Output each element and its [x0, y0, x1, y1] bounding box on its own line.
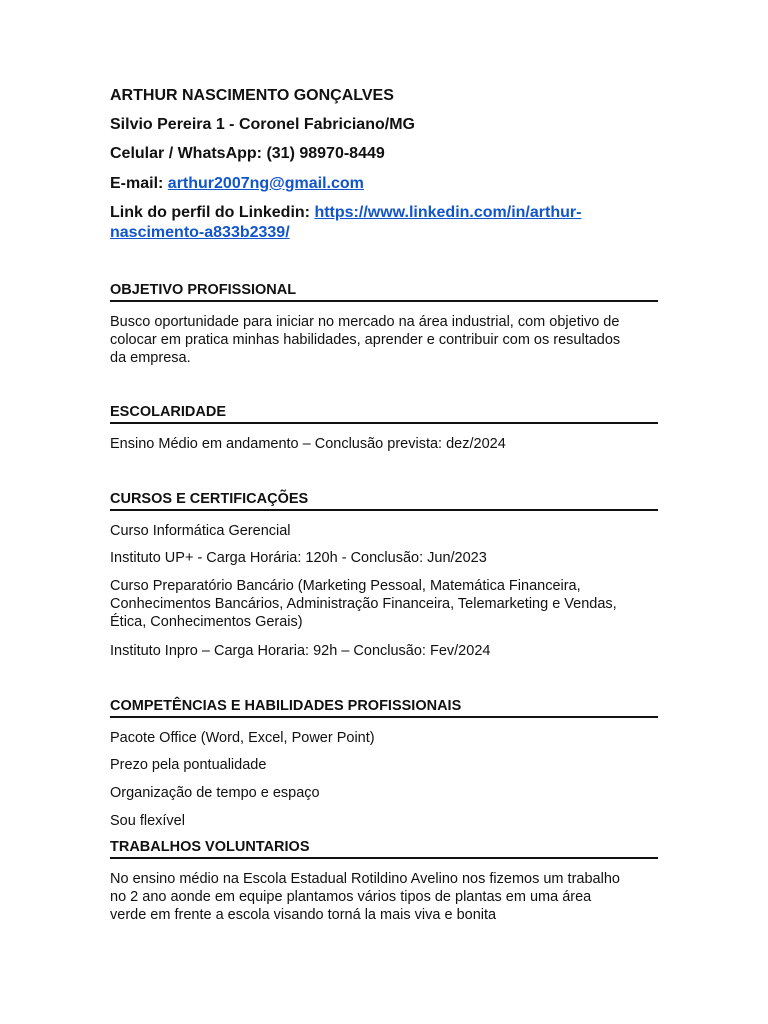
competencia-item: Prezo pela pontualidade — [110, 757, 267, 773]
voluntarios-line: verde em frente a escola visando torná la mais viva e bonita — [110, 907, 497, 923]
escolaridade-item: Ensino Médio em andamento – Conclusão prevista: dez/2024 — [110, 436, 506, 452]
linkedin-link-line2 — [110, 223, 290, 242]
section-title-competencias: COMPETÊNCIAS E HABILIDADES PROFISSIONAIS — [110, 698, 658, 718]
section-title-voluntarios: TRABALHOS VOLUNTARIOS — [110, 839, 658, 859]
voluntarios-text — [110, 870, 658, 924]
email-line — [110, 174, 364, 193]
objetivo-line: da empresa. — [110, 350, 191, 366]
address: Silvio Pereira 1 - Coronel Fabriciano/MG — [110, 116, 415, 133]
email-label: E-mail: — [110, 175, 164, 192]
curso-line: Curso Preparatório Bancário (Marketing Pessoal, Matemática Financeira, — [110, 578, 581, 594]
voluntarios-line: No ensino médio na Escola Estadual Rotildino Avelino nos fizemos um trabalho — [110, 871, 620, 887]
section-title-objetivo: OBJETIVO PROFISSIONAL — [110, 282, 658, 302]
curso-line: Ética, Conhecimentos Gerais) — [110, 614, 303, 630]
curso-item-multiline — [110, 577, 658, 631]
objetivo-line: colocar em pratica minhas habilidades, aprender e contribuir com os resultados — [110, 332, 621, 348]
linkedin-link-part1[interactable]: https://www.linkedin.com/in/arthur- — [314, 204, 582, 221]
linkedin-line — [110, 203, 581, 222]
objetivo-text — [110, 313, 658, 367]
email-link[interactable]: arthur2007ng@gmail.com — [167, 175, 364, 192]
curso-line: Conhecimentos Bancários, Administração Financeira, Telemarketing e Vendas, — [110, 596, 617, 612]
curso-item: Curso Informática Gerencial — [110, 523, 291, 539]
voluntarios-line: no 2 ano aonde em equipe plantamos vários tipos de plantas em uma área — [110, 889, 592, 905]
phone: Celular / WhatsApp: (31) 98970-8449 — [110, 145, 385, 162]
competencia-item: Pacote Office (Word, Excel, Power Point) — [110, 730, 375, 746]
competencia-item: Organização de tempo e espaço — [110, 785, 320, 801]
section-title-escolaridade: ESCOLARIDADE — [110, 404, 658, 424]
competencia-item: Sou flexível — [110, 813, 185, 829]
linkedin-label: Link do perfil do Linkedin: — [110, 204, 310, 221]
objetivo-line: Busco oportunidade para iniciar no mercado na área industrial, com objetivo de — [110, 314, 620, 330]
candidate-name: ARTHUR NASCIMENTO GONÇALVES — [110, 87, 394, 104]
curso-item: Instituto Inpro – Carga Horaria: 92h – Conclusão: Fev/2024 — [110, 643, 491, 659]
curso-item: Instituto UP+ - Carga Horária: 120h - Conclusão: Jun/2023 — [110, 550, 487, 566]
section-title-cursos: CURSOS E CERTIFICAÇÕES — [110, 491, 658, 511]
linkedin-link-part2[interactable]: nascimento-a833b2339/ — [110, 224, 290, 241]
